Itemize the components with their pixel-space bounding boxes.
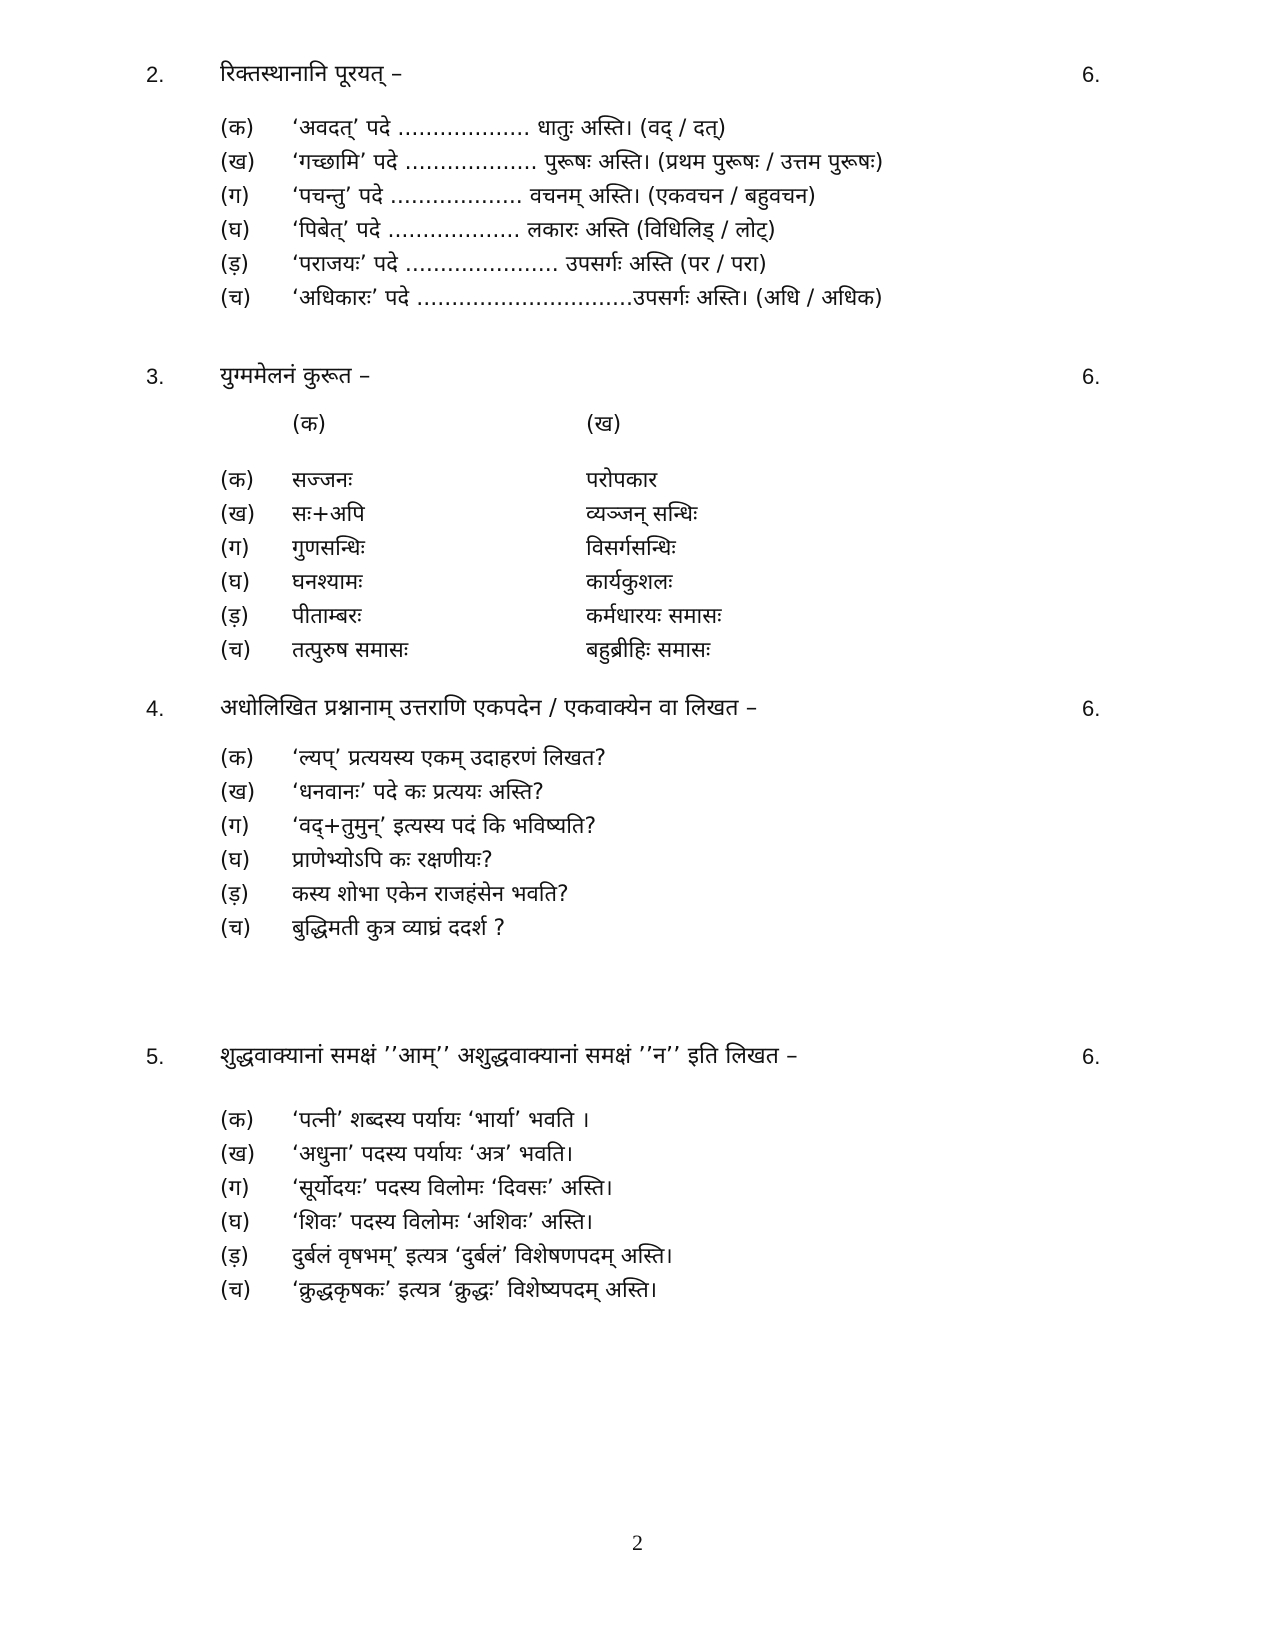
item-label: (घ) (220, 1210, 251, 1235)
item-label: (क) (220, 1108, 255, 1133)
item-label: (घ) (220, 570, 251, 595)
matching-column-headers (0, 408, 1275, 458)
list-item (0, 1274, 1275, 1308)
column-b-cell: परोपकार (586, 468, 658, 493)
question-4-header (0, 696, 1275, 736)
item-label: (ग) (220, 1176, 250, 1201)
question-title: युग्ममेलनं कुरूत – (220, 363, 371, 389)
item-text: ‘ल्यप्’ प्रत्ययस्य एकम् उदाहरणं लिखत? (292, 746, 607, 771)
list-item (0, 1172, 1275, 1206)
item-label: (ग) (220, 536, 250, 561)
question-number: 2. (146, 62, 165, 87)
item-label: (ख) (220, 502, 256, 527)
item-text: ‘क्रुद्धकृषकः’ इत्यत्र ‘क्रुद्धः’ विशेष्यपदम् अस्ति। (292, 1278, 658, 1303)
question-marks: 6. (1082, 696, 1101, 721)
column-b-cell: बहुब्रीहिः समासः (586, 638, 711, 663)
column-a-cell: पीताम्बरः (292, 604, 362, 629)
column-b-cell: कार्यकुशलः (586, 570, 673, 595)
list-item (0, 742, 1275, 776)
item-text: ‘धनवानः’ पदे कः प्रत्ययः अस्ति? (292, 780, 544, 805)
matching-row (0, 600, 1275, 634)
matching-row (0, 566, 1275, 600)
item-text: ‘पराजयः’ पदे ...................... उपसर्गः अस्ति (पर / परा) (292, 252, 767, 277)
question-4-items (0, 742, 1275, 946)
list-item (0, 912, 1275, 946)
list-item (0, 248, 1275, 282)
column-b-cell: विसर्गसन्धिः (586, 536, 676, 561)
list-item (0, 214, 1275, 248)
column-a-cell: घनश्यामः (292, 570, 363, 595)
question-number: 3. (146, 364, 165, 389)
question-title: रिक्तस्थानानि पूरयत् – (220, 61, 403, 87)
item-label: (च) (220, 916, 252, 941)
item-label: (ख) (220, 150, 256, 175)
question-number: 5. (146, 1044, 165, 1069)
question-2-header (0, 62, 1275, 102)
list-item (0, 810, 1275, 844)
column-a-cell: तत्पुरुष समासः (292, 638, 409, 663)
item-label: (च) (220, 286, 252, 311)
item-label: (क) (220, 116, 255, 141)
item-label: (क) (220, 746, 255, 771)
list-item (0, 1138, 1275, 1172)
list-item (0, 776, 1275, 810)
list-item (0, 1240, 1275, 1274)
item-label: (ड़) (220, 882, 249, 907)
question-title: शुद्धवाक्यानां समक्षं ’’आम्’’ अशुद्धवाक्यानां समक्षं ’’न’’ इति लिखत – (220, 1043, 798, 1069)
list-item (0, 180, 1275, 214)
column-a-cell: सः+अपि (292, 502, 365, 527)
list-item (0, 878, 1275, 912)
matching-row (0, 498, 1275, 532)
question-2-items (0, 112, 1275, 316)
item-text: प्राणेभ्योऽपि कः रक्षणीयः? (292, 848, 493, 873)
list-item (0, 1206, 1275, 1240)
item-text: ‘सूर्योदयः’ पदस्य विलोमः ‘दिवसः’ अस्ति। (292, 1176, 613, 1201)
page-number: 2 (632, 1530, 643, 1555)
list-item (0, 844, 1275, 878)
question-marks: 6. (1082, 1044, 1101, 1069)
matching-row (0, 634, 1275, 668)
question-5-header (0, 1044, 1275, 1084)
item-text: ‘अवदत्’ पदे ................... धातुः अस्ति। (वद् / दत्) (292, 116, 727, 141)
item-label: (ड़) (220, 604, 249, 629)
item-label: (ख) (220, 780, 256, 805)
list-item (0, 146, 1275, 180)
column-b-header: (ख) (586, 412, 622, 437)
question-3-header (0, 364, 1275, 404)
matching-rows (0, 464, 1275, 668)
question-marks: 6. (1082, 62, 1101, 87)
item-text: ‘पचन्तु’ पदे ................... वचनम् अस्ति। (एकवचन / बहुवचन) (292, 184, 816, 209)
item-text: ‘अधुना’ पदस्य पर्यायः ‘अत्र’ भवति। (292, 1142, 574, 1167)
column-b-cell: कर्मधारयः समासः (586, 604, 722, 629)
question-title: अधोलिखित प्रश्नानाम् उत्तराणि एकपदेन / एकवाक्येन वा लिखत – (220, 695, 758, 721)
list-item (0, 112, 1275, 146)
item-label: (क) (220, 468, 255, 493)
item-text: ‘पत्नी’ शब्दस्य पर्यायः ‘भार्या’ भवति । (292, 1108, 590, 1133)
item-label: (ग) (220, 814, 250, 839)
question-5 (0, 1044, 1275, 1308)
question-4 (0, 696, 1275, 946)
item-text: ‘पिबेत्’ पदे ................... लकारः अस्ति (विधिलिड् / लोट्) (292, 218, 776, 243)
column-a-header: (क) (292, 412, 327, 437)
question-marks: 6. (1082, 364, 1101, 389)
column-a-cell: सज्जनः (292, 468, 353, 493)
question-3 (0, 364, 1275, 668)
list-item (0, 1104, 1275, 1138)
item-label: (ड़) (220, 252, 249, 277)
matching-row (0, 532, 1275, 566)
item-label: (च) (220, 1278, 252, 1303)
list-item (0, 282, 1275, 316)
item-text: कस्य शोभा एकेन राजहंसेन भवति? (292, 882, 569, 907)
matching-row (0, 464, 1275, 498)
question-5-items (0, 1104, 1275, 1308)
item-label: (घ) (220, 848, 251, 873)
column-a-cell: गुणसन्धिः (292, 536, 365, 561)
item-text: दुर्बलं वृषभम्’ इत्यत्र ‘दुर्बलं’ विशेषणपदम् अस्ति। (292, 1244, 673, 1269)
item-text: बुद्धिमती कुत्र व्याघ्रं ददर्श ? (292, 916, 506, 941)
item-text: ‘वद्+तुमुन्’ इत्यस्य पदं कि भविष्यति? (292, 814, 597, 839)
item-label: (च) (220, 638, 252, 663)
item-text: ‘शिवः’ पदस्य विलोमः ‘अशिवः’ अस्ति। (292, 1210, 594, 1235)
column-b-cell: व्यञ्जन् सन्धिः (586, 502, 698, 527)
item-label: (ख) (220, 1142, 256, 1167)
item-text: ‘अधिकारः’ पदे ...............................उपसर्गः अस्ति। (अधि / अधिक) (292, 286, 883, 311)
item-label: (ग) (220, 184, 250, 209)
question-2 (0, 62, 1275, 316)
item-label: (घ) (220, 218, 251, 243)
item-text: ‘गच्छामि’ पदे ................... पुरूषः अस्ति। (प्रथम पुरूषः / उत्तम पुरूषः) (292, 150, 884, 175)
question-number: 4. (146, 696, 165, 721)
item-label: (ड़) (220, 1244, 249, 1269)
